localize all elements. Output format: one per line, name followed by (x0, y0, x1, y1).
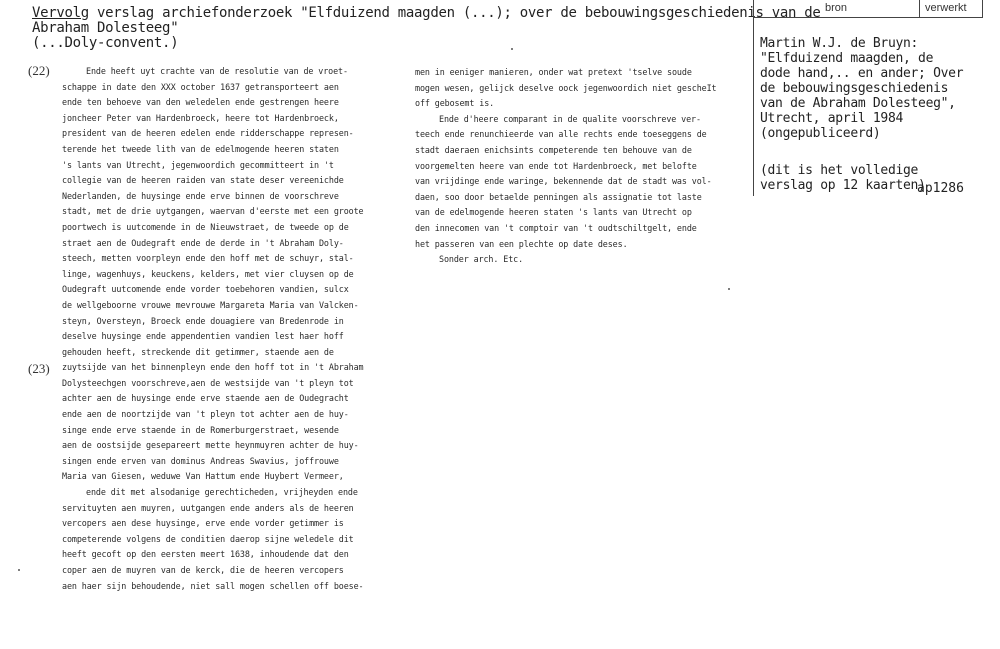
text-line: aen de oostsijde gesepareert mette heynmuyren achter de huy- (62, 440, 359, 451)
table-middle-rule (919, 0, 920, 17)
text-line: teech ende renunchieerde van alle rechts ende toeseggens de (415, 129, 707, 140)
text-line: aen haer sijn behoudende, niet sall mogen schellen off boese- (62, 580, 364, 591)
source-citation: Martin W.J. de Bruyn: "Elfduizend maagden, de dode hand,.. en ander; Over de bebouwingsgeschiedenis van de Abraham Dolesteeg", Utrecht, april 1984 (ongepubliceerd) (760, 36, 964, 141)
table-header-bron: bron (825, 2, 848, 14)
text-line: voorgemelten heere van ende tot Hardenbroeck, met belofte (415, 160, 697, 171)
header-title-line-1 (32, 5, 821, 21)
scan-speck (511, 48, 513, 50)
text-line: Dolysteechgen voorschreve,aen de westsijde van 't pleyn tot (62, 377, 354, 388)
text-line: de wellgeboorne vrouwe mevrouwe Margareta Maria van Valcken- (62, 299, 359, 310)
text-line: Ende heeft uyt crachte van de resolutie van de vroet- (86, 66, 348, 76)
margin-mark-23: (23) (28, 361, 50, 376)
text-line: Sonder arch. Etc. (439, 254, 524, 265)
text-line: linge, wagenhuys, keuckens, kelders, met vier cluysen op de (62, 268, 354, 279)
scan-speck (18, 569, 20, 571)
text-line: van vrijdinge ende waringe, bekennende dat de stadt was vol- (415, 176, 712, 187)
text-line: gehouden heeft, streckende dit getimmer, staende aen de (62, 346, 334, 357)
text-line: daen, soo door betaelde penningen als assignatie tot laste (415, 191, 702, 202)
source-note: (dit is het volledige verslag op 12 kaarten) (760, 163, 926, 193)
text-line: singe ende erve staende in de Romerburgerstraet, wesende (62, 424, 339, 435)
text-line: heeft gecoft op den eersten meert 1638, inhoudende dat den (62, 549, 349, 560)
text-line: den innecomen van 't comptoir van 't oudtschiltgelt, ende (415, 222, 697, 233)
text-line: servituyten aen muyren, uutgangen ende anders als de heeren (62, 502, 354, 513)
text-line: men in eeniger manieren, onder wat pretext 'tselve soude (415, 67, 692, 77)
text-line: zuytsijde van het binnenpleyn ende den hoff tot in 't Abraham (62, 362, 364, 373)
margin-mark-22: (22) (28, 63, 50, 78)
header-vervolg: Vervolg (32, 5, 89, 21)
text-line: stadt daeraen enichsints competerende ten behouve van de (415, 144, 692, 155)
table-right-rule (982, 0, 983, 17)
text-line: joncheer Peter van Hardenbroeck, heere tot Hardenbroeck, (62, 112, 339, 123)
text-line: president van de heeren edelen ende ridderschappe represen- (62, 128, 354, 139)
text-line: stadt, met de drie uytgangen, waervan d'eerste met een groote (62, 206, 364, 217)
text-line: vercopers aen dese huysinge, erve ende vorder getimmer is (62, 518, 344, 529)
text-line: coper aen de muyren van de kerck, die de heeren vercopers (62, 565, 344, 575)
text-line: off gebosemt is. (415, 98, 495, 109)
text-line: het passeren van een plechte op date deses. (415, 238, 628, 249)
text-line: Nederlanden, de huysinge ende erve binnen de voorschreve (62, 190, 339, 201)
text-line: Oudegraft uutcomende ende vorder toebehoren vandien, sulcx (62, 284, 349, 295)
header-title-line-2: Abraham Dolesteeg" (32, 20, 179, 36)
text-column-right (415, 65, 725, 268)
text-line: straet aen de Oudegraft ende de derde in 't Abraham Doly- (62, 237, 344, 248)
text-line: steech, metten voorpleyn ende den hoff met de schuyr, stal- (62, 253, 354, 264)
header-subtitle: (...Doly-convent.) (32, 35, 179, 51)
text-line: Ende d'heere comparant in de qualite voorschreve ver- (439, 113, 701, 124)
text-line: mogen wesen, gelijck deselve oock jegenwoordich niet gescheIt (415, 82, 717, 93)
text-line: ende dit met alsodanige gerechticheden, vrijheyden ende (86, 487, 358, 498)
text-line: van de edelmogende heeren staten 's lants van Utrecht op (415, 207, 692, 218)
text-line: achter aen de huysinge ende erve staende aen de Oudegracht (62, 393, 349, 404)
text-line: competerende volgens de conditien daerop sijne weledele dit (62, 533, 354, 544)
text-line: collegie van de heeren raiden van state deser vereenichde (62, 175, 344, 186)
table-left-rule (753, 0, 754, 196)
scan-speck (728, 288, 730, 290)
text-line: schappe in date den XXX october 1637 getransporteert aen (62, 81, 339, 92)
text-line: ende ten behoeve van den weledelen ende gestrengen heere (62, 97, 339, 108)
text-line: deselve huysinge ende appendentien vandien lest haer hoff (62, 331, 344, 342)
table-header-verwerkt: verwerkt (925, 2, 967, 14)
text-column-left (62, 64, 372, 594)
table-header-rule (753, 17, 983, 18)
archive-reference: ap1286 (917, 181, 964, 196)
text-line: ende aen de noortzijde van 't pleyn tot achter aen de huy- (62, 409, 349, 420)
text-line: poortwech is uutcomende in de Nieuwstraet, de tweede op de (62, 221, 349, 232)
text-line: 's lants van Utrecht, jegenwoordich gecommitteert in 't (62, 159, 334, 170)
text-line: steyn, Oversteyn, Broeck ende douagiere van Bredenrode in (62, 315, 344, 326)
document-header (32, 5, 821, 51)
header-title-text: verslag archiefonderzoek "Elfduizend maagden (...); over de bebouwingsgeschiedenis van de (88, 5, 821, 21)
source-table (753, 0, 983, 196)
text-line: singen ende erven van dominus Andreas Swavius, joffrouwe (62, 455, 339, 466)
text-line: Maria van Giesen, weduwe Van Hattum ende Huybert Vermeer, (62, 471, 344, 482)
text-line: terende het tweede lith van de edelmogende heeren staten (62, 143, 339, 154)
